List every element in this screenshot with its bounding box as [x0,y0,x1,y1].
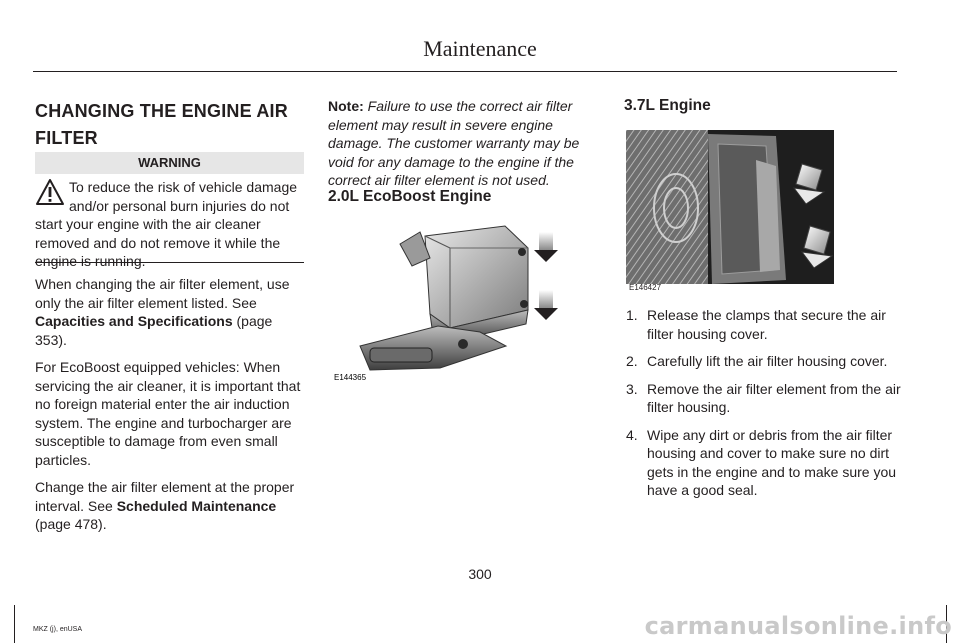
warning-text-block [35,178,305,271]
page-header-title: Maintenance [423,36,537,61]
paragraph-air-filter-element [35,275,307,349]
capacities-link[interactable]: Capacities and Specifications [35,313,233,329]
list-item [626,306,902,343]
subheading-37-engine: 3.7L Engine [624,97,711,114]
p3-text: Change the air filter element at the proper interval. See [35,479,295,514]
step-number: 3. [626,380,638,397]
warning-icon-wrap [35,178,69,212]
p3-page-ref: (page 478). [35,516,107,532]
step-text: Carefully lift the air filter housing cover. [647,353,888,369]
scheduled-maintenance-link[interactable]: Scheduled Maintenance [116,497,277,514]
document-code: MKZ (j), enUSA [33,626,83,633]
note-text: Failure to use the correct air filter element may result in severe engine damage. The customer warranty may be void for any damage to the engine if the correct air filter element is not used. [328,98,580,188]
paragraph-interval [35,478,307,534]
warning-triangle-icon [35,178,65,206]
column-1-body [35,275,307,543]
step-number: 4. [626,426,638,443]
figure-id-e144365: E144365 [334,373,367,382]
warning-rule [35,262,304,263]
page-number: 300 [468,566,492,582]
subheading-ecoboost: 2.0L EcoBoost Engine [328,188,492,205]
figure-id-e146427: E146427 [629,283,662,292]
step-text: Release the clamps that secure the air filter housing cover. [647,307,886,342]
down-arrow-icon [534,232,558,262]
note-label: Note: [328,98,364,114]
p1-page-ref: (page 353). [35,313,273,348]
warning-banner: WARNING [35,152,304,174]
step-number: 1. [626,307,638,323]
section-title: CHANGING THE ENGINE AIR FILTER [35,101,288,148]
step-number: 2. [626,353,638,369]
engine-37-photo [626,130,834,292]
p1-text: When changing the air filter element, use only the air filter element listed. See [35,276,290,311]
step-text: Wipe any dirt or debris from the air filter housing and cover to make sure no dirt gets in the engine and to make sure you have a good seal. [647,426,897,498]
header-rule [33,71,897,72]
note-block [328,97,590,190]
step-text: Remove the air filter element from the air filter housing. [647,380,901,415]
ecoboost-airbox-illustration [330,218,592,384]
watermark: carmanualsonline.info [644,612,952,640]
crop-mark-left [14,605,15,643]
engine-37-illustration [626,130,834,292]
paragraph-ecoboost: For EcoBoost equipped vehicles: When servicing the air cleaner, it is important that no foreign material enter the air induction system. The engine and turbocharger are susceptible to damage from even small particles. [35,359,301,468]
list-item [626,426,902,500]
warning-text: To reduce the risk of vehicle damage and/or personal burn injuries do not start your engine with the air cleaner removed and do not remove it while the engine is running. [35,179,298,269]
list-item [626,380,902,417]
list-item [626,352,902,371]
procedure-steps [626,306,902,509]
down-arrow-icon [534,290,558,320]
